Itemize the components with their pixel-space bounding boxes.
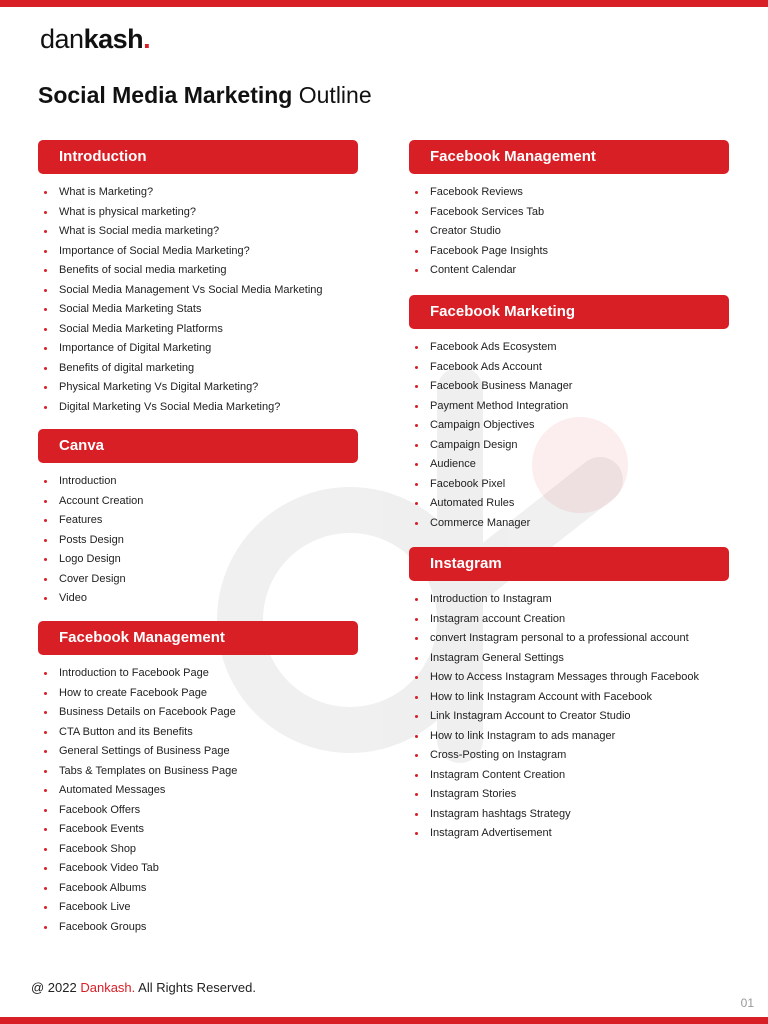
list-item: Business Details on Facebook Page <box>38 703 358 723</box>
section-facebook-management <box>409 140 729 281</box>
page-title-rest: Outline <box>292 82 372 108</box>
list-item: Campaign Objectives <box>409 416 729 436</box>
list-item: CTA Button and its Benefits <box>38 723 358 743</box>
topic-list <box>38 183 358 417</box>
list-item: Instagram Advertisement <box>409 824 729 844</box>
bottom-accent-bar <box>0 1017 768 1024</box>
logo-dot: . <box>143 24 151 54</box>
page-title-strong: Social Media Marketing <box>38 82 293 108</box>
list-item: Cross-Posting on Instagram <box>409 746 729 766</box>
list-item: Commerce Manager <box>409 514 729 534</box>
list-item: Instagram account Creation <box>409 610 729 630</box>
top-accent-bar <box>0 0 768 7</box>
section-introduction <box>38 140 358 417</box>
list-item: Creator Studio <box>409 222 729 242</box>
list-item: Logo Design <box>38 550 358 570</box>
section-facebook-marketing <box>409 295 729 533</box>
list-item: Physical Marketing Vs Digital Marketing? <box>38 378 358 398</box>
list-item: Facebook Ads Ecosystem <box>409 338 729 358</box>
list-item: Importance of Digital Marketing <box>38 339 358 359</box>
footer-suffix: All Rights Reserved. <box>135 980 256 995</box>
list-item: Social Media Management Vs Social Media Marketing <box>38 281 358 301</box>
list-item: convert Instagram personal to a professional account <box>409 629 729 649</box>
section-header: Facebook Management <box>38 621 358 655</box>
section-canva <box>38 429 358 609</box>
dankash-logo <box>40 24 150 55</box>
list-item: Facebook Events <box>38 820 358 840</box>
logo-text-part1: dan <box>40 24 84 54</box>
list-item: How to link Instagram to ads manager <box>409 727 729 747</box>
topic-list <box>409 183 729 281</box>
list-item: Social Media Marketing Stats <box>38 300 358 320</box>
list-item: What is Marketing? <box>38 183 358 203</box>
list-item: Facebook Video Tab <box>38 859 358 879</box>
list-item: Link Instagram Account to Creator Studio <box>409 707 729 727</box>
page-number: 01 <box>740 996 754 1010</box>
list-item: Instagram Stories <box>409 785 729 805</box>
footer-brand: Dankash. <box>80 980 136 995</box>
topic-list <box>38 664 358 937</box>
list-item: Introduction to Facebook Page <box>38 664 358 684</box>
list-item: Automated Rules <box>409 494 729 514</box>
list-item: Tabs & Templates on Business Page <box>38 762 358 782</box>
section-header: Facebook Marketing <box>409 295 729 329</box>
list-item: Automated Messages <box>38 781 358 801</box>
list-item: Facebook Groups <box>38 918 358 938</box>
list-item: Introduction to Instagram <box>409 590 729 610</box>
list-item: Content Calendar <box>409 261 729 281</box>
topic-list <box>38 472 358 609</box>
list-item: Introduction <box>38 472 358 492</box>
list-item: Facebook Albums <box>38 879 358 899</box>
list-item: What is physical marketing? <box>38 203 358 223</box>
section-instagram <box>409 547 729 844</box>
list-item: Instagram hashtags Strategy <box>409 805 729 825</box>
section-header: Facebook Management <box>409 140 729 174</box>
list-item: Instagram General Settings <box>409 649 729 669</box>
list-item: Benefits of social media marketing <box>38 261 358 281</box>
footer-copyright <box>31 980 256 995</box>
section-header: Canva <box>38 429 358 463</box>
list-item: Video <box>38 589 358 609</box>
list-item: Facebook Reviews <box>409 183 729 203</box>
list-item: Features <box>38 511 358 531</box>
list-item: Account Creation <box>38 492 358 512</box>
list-item: Payment Method Integration <box>409 397 729 417</box>
list-item: Instagram Content Creation <box>409 766 729 786</box>
list-item: Facebook Page Insights <box>409 242 729 262</box>
list-item: Importance of Social Media Marketing? <box>38 242 358 262</box>
section-facebook-management <box>38 621 358 937</box>
list-item: Facebook Pixel <box>409 475 729 495</box>
list-item: How to link Instagram Account with Facebook <box>409 688 729 708</box>
list-item: How to Access Instagram Messages through Facebook <box>409 668 729 688</box>
topic-list <box>409 338 729 533</box>
list-item: Facebook Services Tab <box>409 203 729 223</box>
logo-text-part2: kash <box>83 24 144 54</box>
list-item: Facebook Business Manager <box>409 377 729 397</box>
list-item: Campaign Design <box>409 436 729 456</box>
list-item: Digital Marketing Vs Social Media Marketing? <box>38 398 358 418</box>
list-item: General Settings of Business Page <box>38 742 358 762</box>
list-item: Facebook Offers <box>38 801 358 821</box>
topic-list <box>409 590 729 844</box>
list-item: Facebook Ads Account <box>409 358 729 378</box>
list-item: Social Media Marketing Platforms <box>38 320 358 340</box>
list-item: Cover Design <box>38 570 358 590</box>
list-item: Benefits of digital marketing <box>38 359 358 379</box>
list-item: Facebook Live <box>38 898 358 918</box>
list-item: Facebook Shop <box>38 840 358 860</box>
section-header: Instagram <box>409 547 729 581</box>
list-item: Posts Design <box>38 531 358 551</box>
list-item: What is Social media marketing? <box>38 222 358 242</box>
list-item: How to create Facebook Page <box>38 684 358 704</box>
page-title <box>38 82 372 109</box>
footer-prefix: @ 2022 <box>31 980 81 995</box>
list-item: Audience <box>409 455 729 475</box>
section-header: Introduction <box>38 140 358 174</box>
